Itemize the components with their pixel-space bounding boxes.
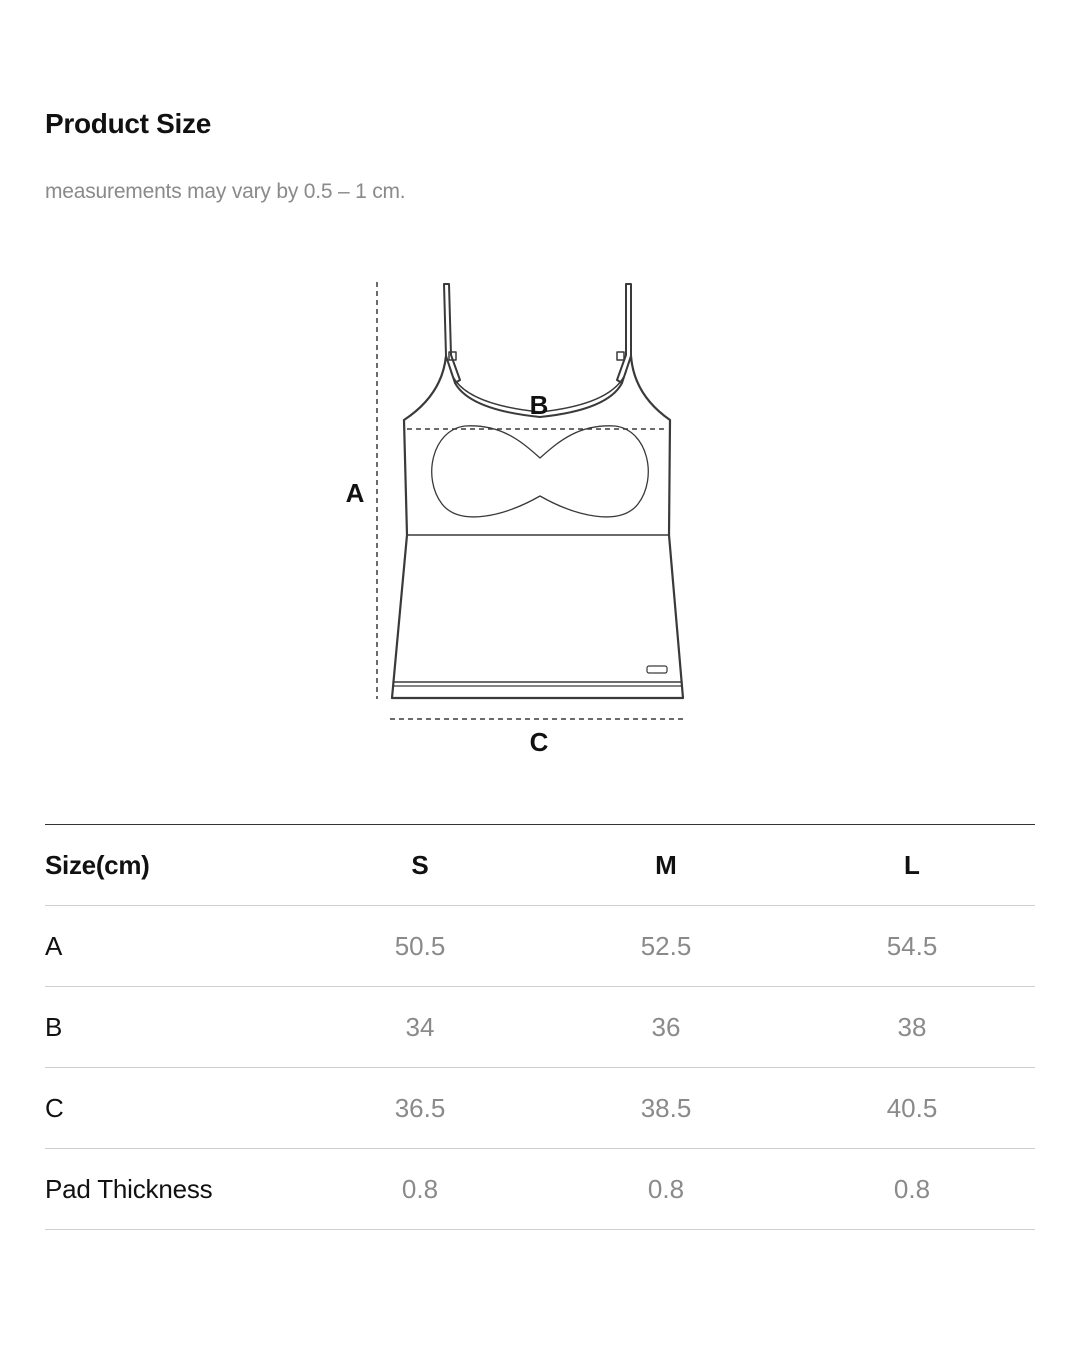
size-l-header: L [789, 825, 1035, 906]
size-table [45, 824, 1035, 1230]
dimension-c-label: C [529, 727, 549, 757]
table-cell: 0.8 [297, 1149, 543, 1230]
table-cell: 52.5 [543, 906, 789, 987]
row-label: B [45, 987, 297, 1068]
size-m-header: M [543, 825, 789, 906]
table-cell: 38 [789, 987, 1035, 1068]
size-header-label: Size(cm) [45, 825, 297, 906]
size-s-header: S [297, 825, 543, 906]
table-header-row [45, 825, 1035, 906]
table-row [45, 987, 1035, 1068]
table-cell: 38.5 [543, 1068, 789, 1149]
dimension-b-label: B [529, 390, 549, 420]
row-label: Pad Thickness [45, 1149, 297, 1230]
page-title: Product Size [45, 108, 211, 139]
table-cell: 50.5 [297, 906, 543, 987]
table-row [45, 1149, 1035, 1230]
row-label: A [45, 906, 297, 987]
table-cell: 54.5 [789, 906, 1035, 987]
table-cell: 34 [297, 987, 543, 1068]
table-cell: 0.8 [543, 1149, 789, 1230]
table-cell: 40.5 [789, 1068, 1035, 1149]
table-cell: 36.5 [297, 1068, 543, 1149]
table-cell: 36 [543, 987, 789, 1068]
table-row [45, 906, 1035, 987]
table-row [45, 1068, 1035, 1149]
dimension-a-label: A [345, 478, 365, 508]
measurement-note: measurements may vary by 0.5 – 1 cm. [45, 180, 406, 203]
row-label: C [45, 1068, 297, 1149]
camisole-outline-icon [392, 284, 683, 698]
table-cell: 0.8 [789, 1149, 1035, 1230]
